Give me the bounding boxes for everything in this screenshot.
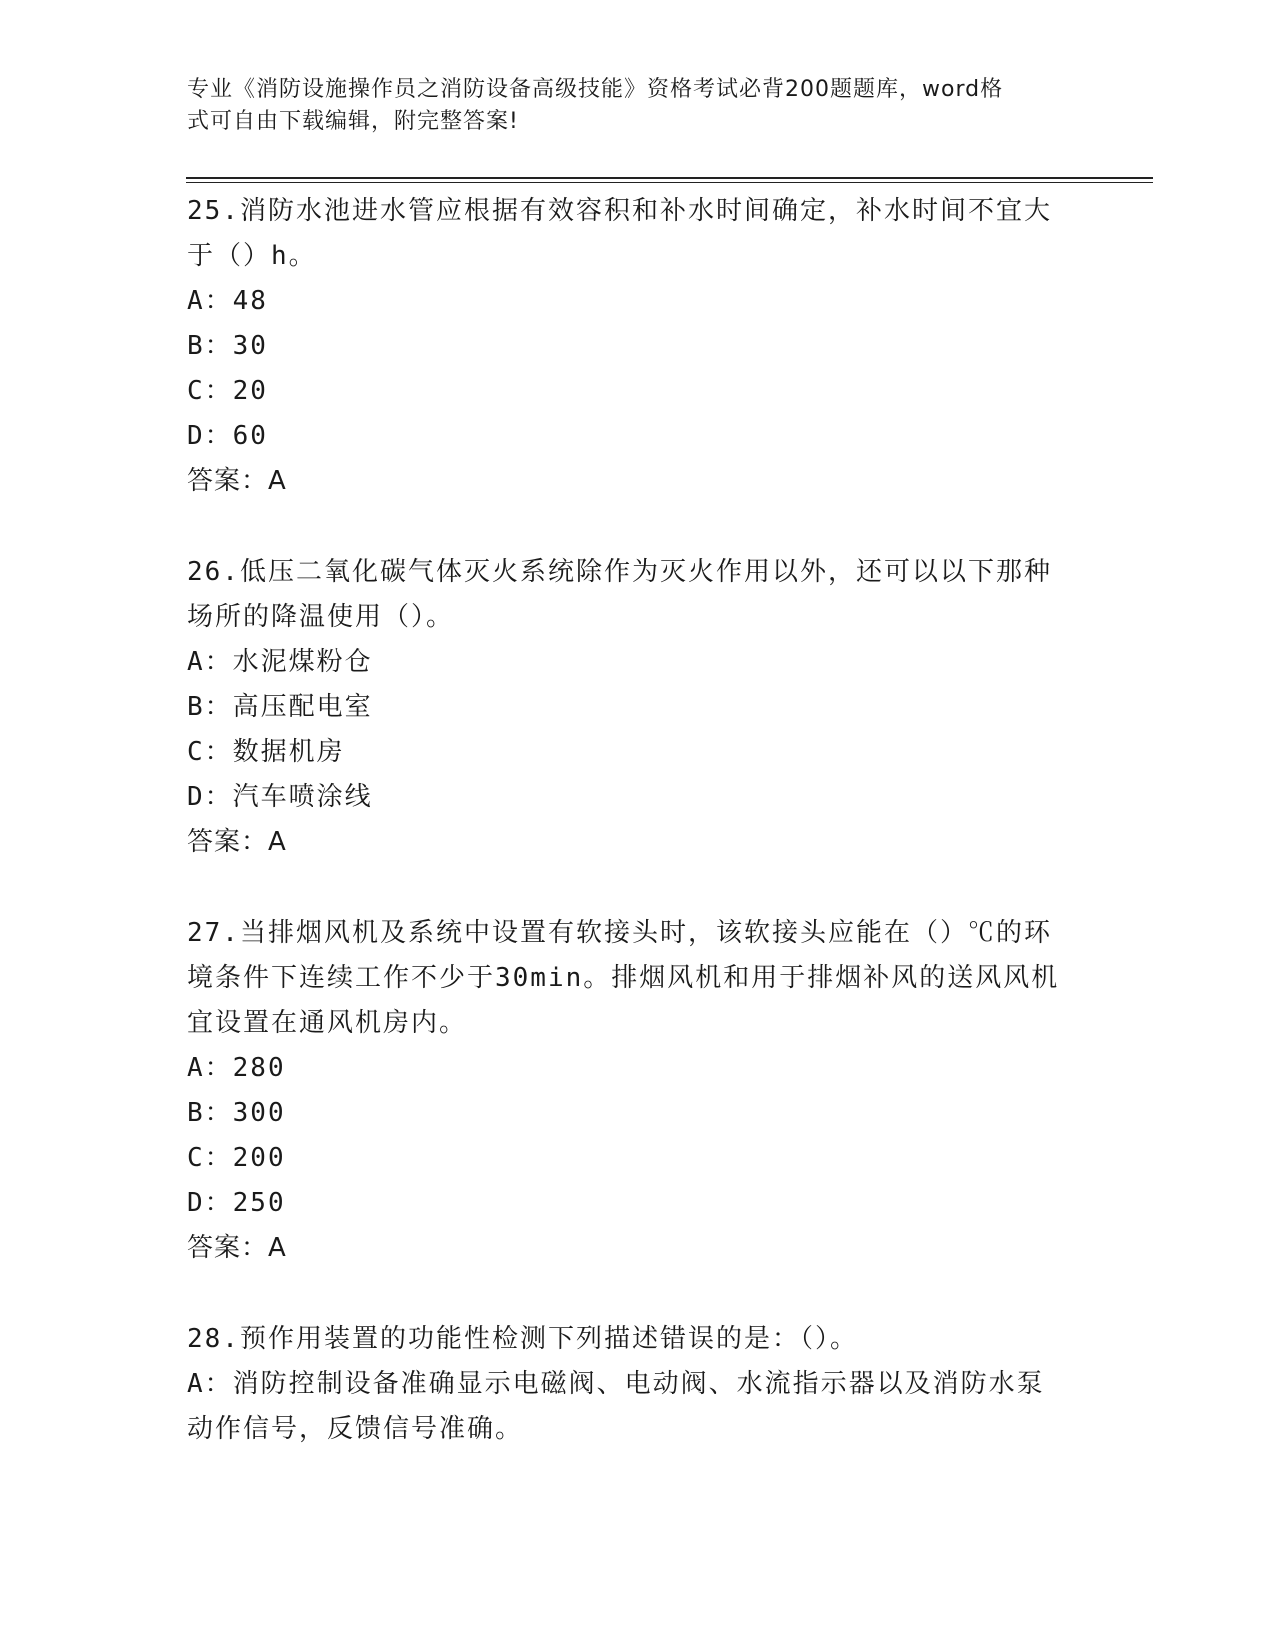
document-header — [187, 74, 1067, 138]
option-c: C：20 — [187, 376, 268, 406]
answer-line: 答案：A — [187, 827, 287, 857]
header-line-2: 式可自由下载编辑，附完整答案! — [187, 109, 519, 134]
stem-line: 26.低压二氧化碳气体灭火系统除作为灭火作用以外，还可以以下那种 — [187, 557, 1052, 587]
question-25 — [187, 189, 1087, 504]
question-stem — [187, 189, 1087, 279]
stem-line: 于（）h。 — [187, 241, 317, 271]
header-line-1: 专业《消防设施操作员之消防设备高级技能》资格考试必背200题题库，word格 — [187, 77, 1004, 102]
question-27 — [187, 911, 1087, 1271]
option-list — [187, 640, 1087, 820]
stem-line: 27.当排烟风机及系统中设置有软接头时，该软接头应能在（）℃的环 — [187, 918, 1052, 948]
option-a: A：水泥煤粉仓 — [187, 647, 373, 677]
question-28 — [187, 1317, 1087, 1452]
answer-line: 答案：A — [187, 466, 287, 496]
option-a: A：消防控制设备准确显示电磁阀、电动阀、水流指示器以及消防水泵 — [187, 1369, 1045, 1399]
header-divider-thin — [186, 182, 1153, 183]
option-c: C：数据机房 — [187, 737, 345, 767]
option-b: B：30 — [187, 331, 268, 361]
stem-line: 25.消防水池进水管应根据有效容积和补水时间确定，补水时间不宜大 — [187, 196, 1052, 226]
option-b: B：300 — [187, 1098, 286, 1128]
header-divider-thick — [186, 177, 1153, 179]
answer-line: 答案：A — [187, 1233, 287, 1263]
option-a: A：48 — [187, 286, 268, 316]
option-list — [187, 1362, 1087, 1452]
option-list — [187, 279, 1087, 459]
question-stem — [187, 1317, 1087, 1362]
option-c: C：200 — [187, 1143, 286, 1173]
option-b: B：高压配电室 — [187, 692, 373, 722]
option-list — [187, 1046, 1087, 1226]
stem-line: 场所的降温使用（）。 — [187, 602, 455, 632]
option-a: A：280 — [187, 1053, 286, 1083]
option-d: D：汽车喷涂线 — [187, 782, 373, 812]
stem-line: 宜设置在通风机房内。 — [187, 1008, 468, 1038]
option-a-continued: 动作信号，反馈信号准确。 — [187, 1414, 524, 1444]
question-list — [187, 189, 1087, 1498]
question-26 — [187, 550, 1087, 865]
question-stem — [187, 550, 1087, 640]
option-d: D：250 — [187, 1188, 286, 1218]
stem-line: 境条件下连续工作不少于30min。排烟风机和用于排烟补风的送风风机 — [187, 963, 1060, 993]
option-d: D：60 — [187, 421, 268, 451]
question-stem — [187, 911, 1087, 1046]
stem-line: 28.预作用装置的功能性检测下列描述错误的是：（）。 — [187, 1324, 858, 1354]
